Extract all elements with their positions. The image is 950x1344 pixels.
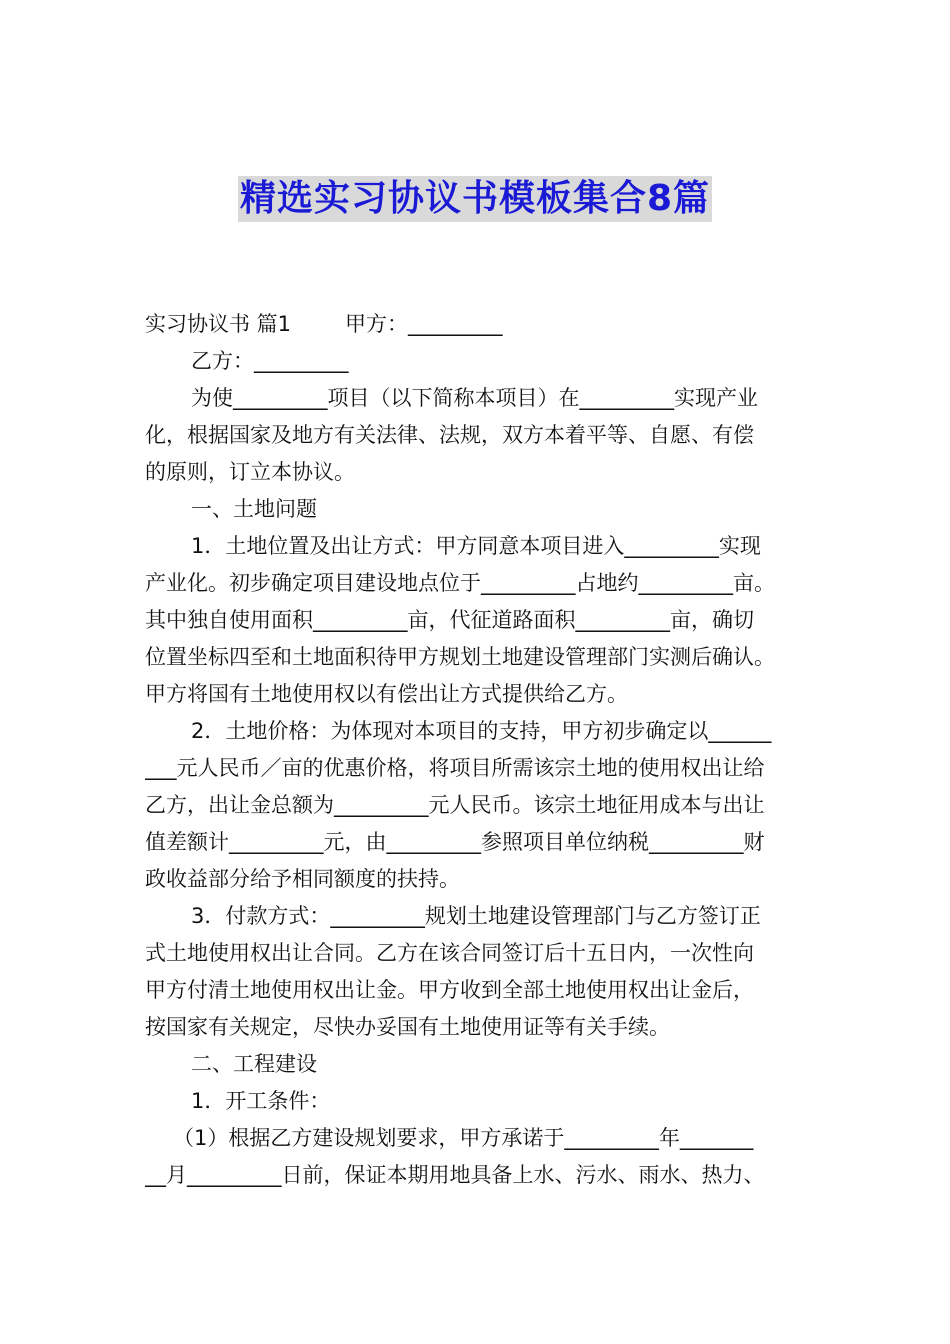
paragraph-line: 位置坐标四至和土地面积待甲方规划土地建设管理部门实测后确认。 xyxy=(145,645,775,669)
paragraph-line: 式土地使用权出让合同。乙方在该合同签订后十五日内，一次性向 xyxy=(145,941,754,965)
paragraph-line: 化，根据国家及地方有关法律、法规，双方本着平等、自愿、有偿 xyxy=(145,423,754,447)
paragraph-line: 其中独自使用面积_________亩，代征道路面积_________亩，确切 xyxy=(145,608,754,632)
document-body xyxy=(145,306,807,1194)
heading-line xyxy=(145,306,807,343)
party-a-field: 甲方：_________ xyxy=(345,312,503,336)
paragraph-line: ___元人民币／亩的优惠价格，将项目所需该宗土地的使用权出让给 xyxy=(145,756,765,780)
paragraph-line: 值差额计_________元，由_________参照项目单位纳税_________财 xyxy=(145,830,765,854)
paragraph-line: 的原则，订立本协议。 xyxy=(145,460,355,484)
paragraph-line: 3．付款方式：_________规划土地建设管理部门与乙方签订正 xyxy=(191,904,761,928)
paragraph-line: __月_________日前，保证本期用地具备上水、污水、雨水、热力、 xyxy=(145,1163,765,1187)
paragraph-line: 产业化。初步确定项目建设地点位于_________占地约_________亩。 xyxy=(145,571,775,595)
paragraph-line: （1）根据乙方建设规划要求，甲方承诺于_________年_______ xyxy=(173,1126,754,1150)
paragraph-line: 按国家有关规定，尽快办妥国有土地使用证等有关手续。 xyxy=(145,1015,670,1039)
paragraph-line: 政收益部分给予相同额度的扶持。 xyxy=(145,867,460,891)
paragraph-line: 2．土地价格：为体现对本项目的支持，甲方初步确定以______ xyxy=(191,719,772,743)
paragraph-line: 甲方付清土地使用权出让金。甲方收到全部土地使用权出让金后， xyxy=(145,978,754,1002)
paragraph-line: 甲方将国有土地使用权以有偿出让方式提供给乙方。 xyxy=(145,682,628,706)
party-b-line: 乙方：_________ xyxy=(191,349,349,373)
document-title: 精选实习协议书模板集合8篇 xyxy=(238,176,712,222)
paragraph-line: 1．土地位置及出让方式：甲方同意本项目进入_________实现 xyxy=(191,534,761,558)
paragraph-line: 为使_________项目（以下简称本项目）在_________实现产业 xyxy=(191,386,758,410)
section-heading: 实习协议书 篇1 xyxy=(145,312,292,336)
section-heading: 二、工程建设 xyxy=(191,1052,317,1076)
paragraph-line: 乙方，出让金总额为_________元人民币。该宗土地征用成本与出让 xyxy=(145,793,765,817)
title-container xyxy=(0,176,950,222)
subsection-heading: 1．开工条件： xyxy=(191,1089,331,1113)
section-heading: 一、土地问题 xyxy=(191,497,317,521)
